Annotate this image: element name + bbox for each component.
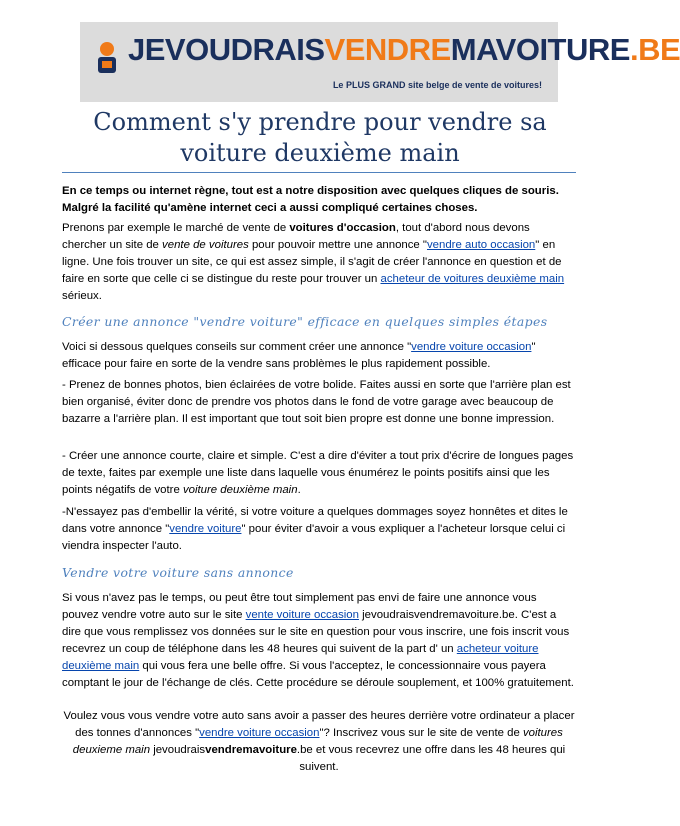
paragraph-verite: -N'essayez pas d'embellir la vérité, si votre voiture a quelques dommages soyez honnêtes et dites le dans votre annonce "vendre voiture" pour éviter d'avoir a vous expliquer a l'acheteur lorsque celui ci viendra inspecter l'auto.	[62, 506, 568, 552]
site-logo-banner	[80, 22, 680, 102]
paragraph-sans-annonce: Si vous n'avez pas le temps, ou peut être tout simplement pas envi de faire une annonce vous pouvez vendre votre auto sur le site vente voiture occasion jevoudraisvendremavoiture.be. C'est a dire que vous remplissez vos données sur le site en question pour vous inscrire, une fois inscrit vous recevrez un coup de téléphone dans les 48 heures qui suivent de la part d' un acheteur voiture deuxième main qui vous fera une belle offre. Si vous l'acceptez, le concessionnaire vous payera comptant le jour de l'échange de clés. Cette procédure se déroule souplement, et 100% gratuitement.	[62, 592, 574, 689]
link-vente-voiture-occasion[interactable]: vente voiture occasion	[245, 609, 359, 621]
link-vendre-voiture[interactable]: vendre voiture	[169, 523, 242, 535]
call-to-action: Voulez vous vous vendre votre auto sans avoir a passer des heures derrière votre ordinateur a placer des tonnes d'annonces "vendre voiture occasion"? Inscrivez vous sur le site de vente de voitures deuxieme main jevoudraisvendremavoiture.be et vous recevrez une offre dans les 48 heures qui suivent.	[63, 710, 575, 773]
section-heading-sans-annonce: Vendre votre voiture sans annonce	[62, 565, 294, 580]
link-acheteur-voiture-deuxieme-main[interactable]: acheteur voiture deuxième main	[62, 643, 539, 672]
section-heading-annonce: Créer une annonce "vendre voiture" efficace en quelques simples étapes	[62, 314, 548, 329]
intro-paragraph: En ce temps ou internet règne, tout est a notre disposition avec quelques cliques de souris. Malgré la facilité qu'amène internet ceci a aussi compliqué certaines choses.	[62, 185, 559, 214]
link-cta-vendre-voiture-occasion[interactable]: vendre voiture occasion	[199, 727, 320, 739]
car-seller-icon	[92, 40, 122, 78]
paragraph-market: Prenons par exemple le marché de vente de voitures d'occasion, tout d'abord nous devons chercher un site de vente de voitures pour pouvoir mettre une annonce "vendre auto occasion" en ligne. Une fois trouver un site, ce qui est assez simple, il s'agit de créer l'annonce en question et de faire en sorte que celle ci se distingue du reste pour trouver un acheteur de voitures deuxième main sérieux.	[62, 222, 565, 302]
page-title: Comment s'y prendre pour vendre sa voiture deuxième main	[93, 108, 547, 167]
title-divider	[62, 172, 576, 173]
link-acheteur-voitures[interactable]: acheteur de voitures deuxième main	[380, 273, 565, 285]
link-vendre-voiture-occasion[interactable]: vendre voiture occasion	[411, 341, 532, 353]
paragraph-photos: - Prenez de bonnes photos, bien éclairées de votre bolide. Faites aussi en sorte que l'arrière plan est bien organisé, éviter donc de prendre vos photos dans le fond de votre garage avec beaucoup de bazarre a l'arrière plan. Il est important que tout soit bien propre est donne une bonne impression.	[62, 379, 571, 425]
paragraph-annonce-courte: - Créer une annonce courte, claire et simple. C'est a dire d'éviter a tout prix d'écrire de longues pages de texte, faites par exemple une liste dans laquelle vous énumérez le points positifs ainsi que les points négatifs de votre voiture deuxième main.	[62, 450, 574, 496]
logo-wordmark: JEVOUDRAISVENDREMAVOITURE.BE	[128, 32, 680, 67]
paragraph-conseils: Voici si dessous quelques conseils sur comment créer une annonce "vendre voiture occasion" efficace pour faire en sorte de la vendre sans problèmes le plus rapidement possible.	[62, 341, 536, 370]
link-vendre-auto-occasion[interactable]: vendre auto occasion	[426, 239, 536, 251]
logo-tagline: Le PLUS GRAND site belge de vente de voitures!	[332, 80, 542, 90]
